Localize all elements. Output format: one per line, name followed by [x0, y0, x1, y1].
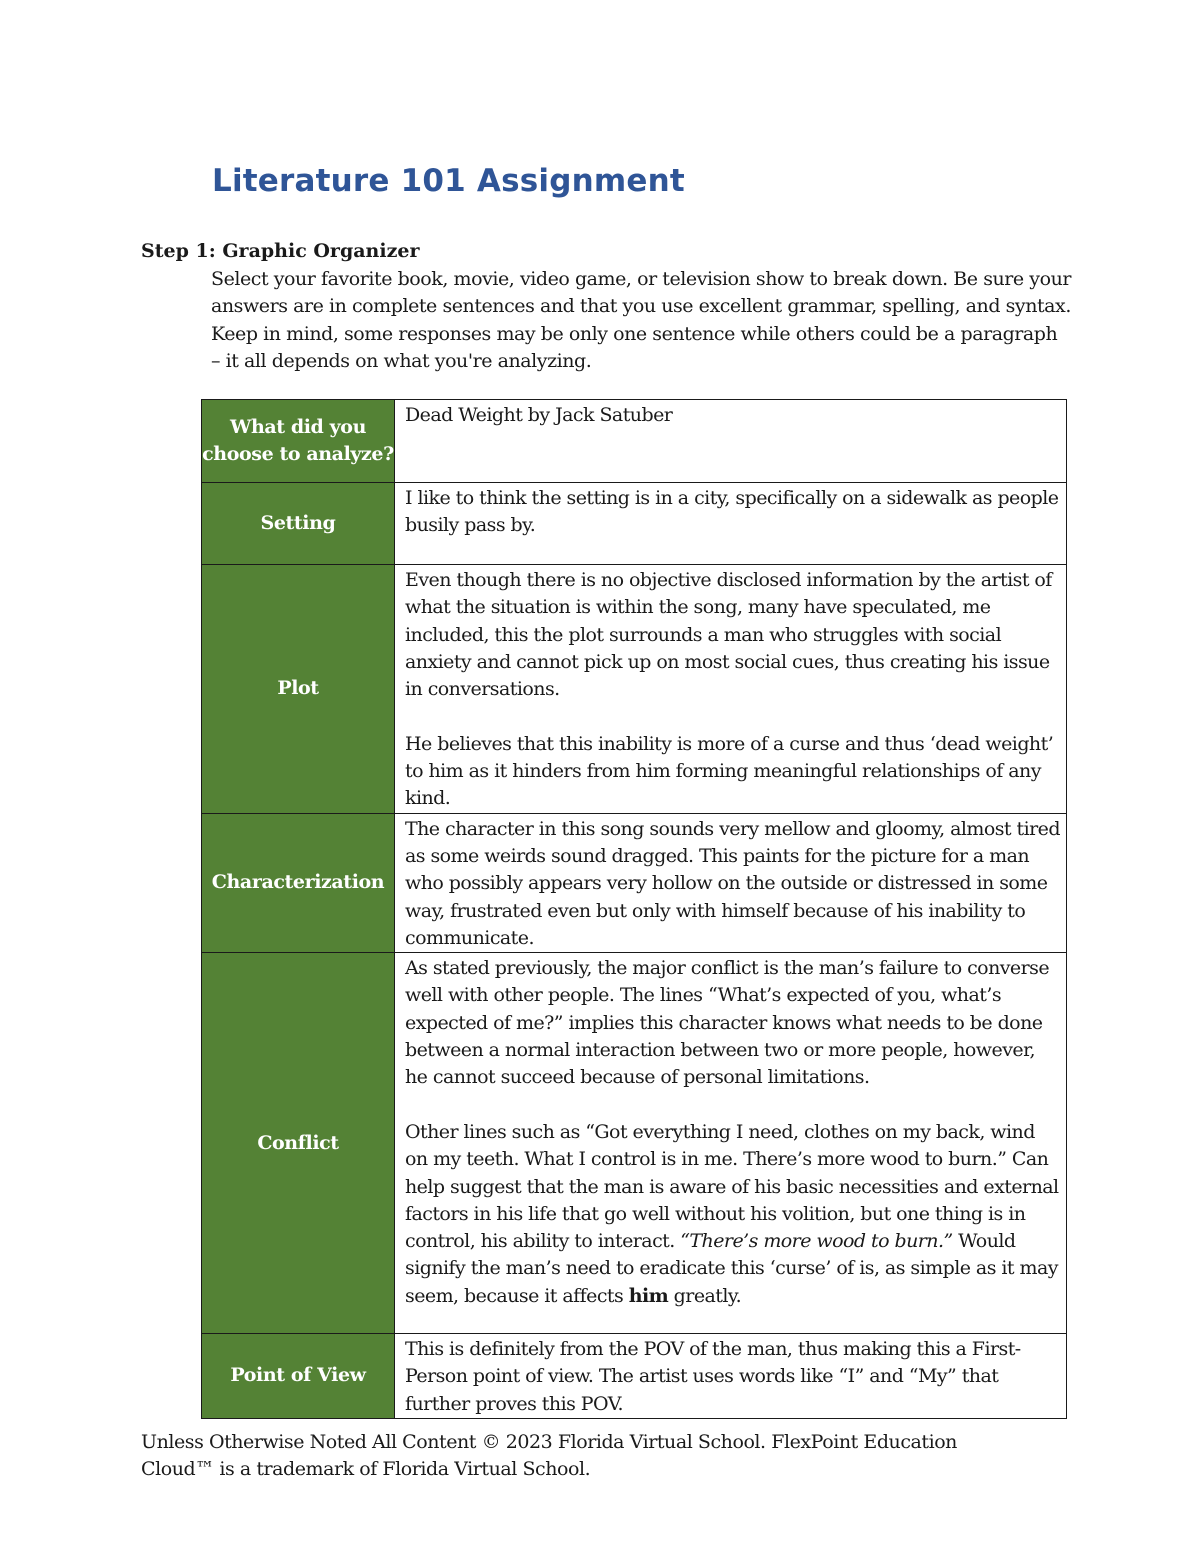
label-characterization: Characterization [202, 813, 395, 952]
label-point-of-view: Point of View [202, 1334, 395, 1419]
table-row-characterization [202, 813, 1067, 952]
copyright-footer: Unless Otherwise Noted All Content © 2023 Florida Virtual School. FlexPoint Education Cloud™ is a trademark of Florida Virtual School. [141, 1431, 957, 1481]
table-row-plot [202, 565, 1067, 814]
characterization-text: The character in this song sounds very mellow and gloomy, almost tired as some weirds sound dragged. This paints for the picture for a man who possibly appears very hollow on the outside or distressed in some way, frustrated even but only with himself because of his inability to communicate. [405, 817, 1060, 949]
value-characterization [395, 813, 1067, 952]
table-row-choice [202, 400, 1067, 483]
table-row-setting [202, 483, 1067, 565]
table-row-conflict [202, 953, 1067, 1334]
value-point-of-view [395, 1334, 1067, 1419]
step-instructions: Select your favorite book, movie, video game, or television show to break down. Be sure your answers are in complete sentences and that you use excellent grammar, spelling, and syntax. Keep in mind, some responses may be only one sentence while others could be a paragraph – it all depends on what you're analyzing. [211, 268, 1071, 372]
value-conflict [395, 953, 1067, 1334]
choice-text: Dead Weight by Jack Satuber [405, 404, 673, 426]
label-conflict: Conflict [202, 953, 395, 1334]
plot-paragraph-2: He believes that this inability is more of a curse and thus ‘dead weight’ to him as it hinders from him forming meaningful relationships of any kind. [405, 732, 1054, 810]
graphic-organizer-table [201, 399, 1067, 1419]
step-heading: Step 1: Graphic Organizer [141, 240, 420, 262]
table-row-point-of-view [202, 1334, 1067, 1419]
conflict-p2-bold: him [628, 1284, 669, 1307]
conflict-paragraph-1: As stated previously, the major conflict is the man’s failure to converse well with other people. The lines “What’s expected of you, what’s expected of me?” implies this character knows what needs to be done between a normal interaction between two or more people, however, he cannot succeed because of personal limitations. [405, 957, 1050, 1089]
conflict-p2-part1: Other lines such as “Got everything I need, clothes on my back, wind on my teeth. What I control is in me. There’s more wood to burn.” Can help suggest that the man is aware of his basic necessities and external factors in his life that go well without his volition, but one thing is in control, his ability to interact. [405, 1120, 1059, 1253]
value-setting [395, 483, 1067, 565]
label-plot: Plot [202, 565, 395, 814]
plot-paragraph-1: Even though there is no objective disclosed information by the artist of what the situation is within the song, many have speculated, me included, this the plot surrounds a man who struggles with social anxiety and cannot pick up on most social cues, thus creating his issue in conversations. [405, 569, 1052, 701]
setting-text: I like to think the setting is in a city, specifically on a sidewalk as people busily pass by. [405, 487, 1059, 537]
value-choice [395, 400, 1067, 483]
conflict-p2-italic-quote: “There’s more wood to burn.” [680, 1230, 953, 1253]
conflict-paragraph-2 [405, 1119, 1060, 1310]
label-setting: Setting [202, 483, 395, 565]
conflict-p2-part3: greatly. [668, 1284, 742, 1307]
conflict-p2-part2: Would signify the man’s need to eradicate this ‘curse’ of is, as simple as it may seem, because it affects [405, 1230, 1058, 1307]
page-title: Literature 101 Assignment [212, 163, 685, 199]
point-of-view-text: This is definitely from the POV of the man, thus making this a First-Person point of view. The artist uses words like “I” and “My” that further proves this POV. [405, 1338, 1021, 1415]
value-plot [395, 565, 1067, 814]
label-choice: What did you choose to analyze? [202, 400, 395, 483]
